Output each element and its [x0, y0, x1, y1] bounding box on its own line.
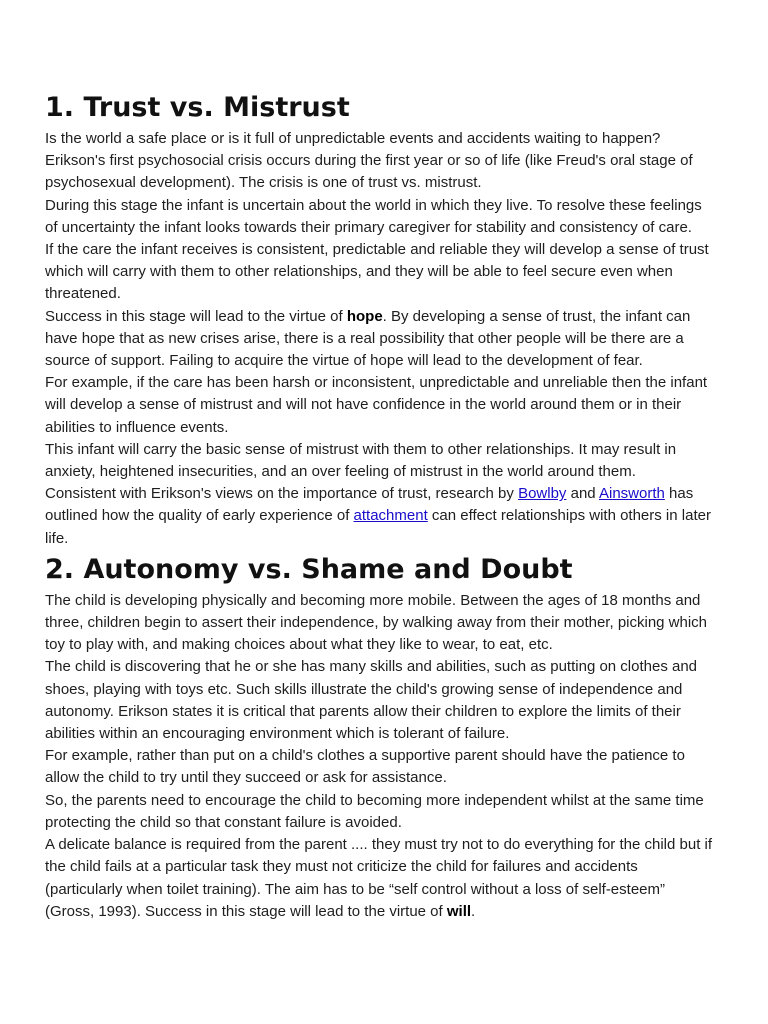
link-bowlby[interactable]: Bowlby — [518, 485, 567, 503]
paragraph-text: . By developing a sense of trust, the infant can have hope that as new crises arise, there is a real possibility that other people will be there are a source of support. Failing to acquire the virtue of hope will lead to the development of fear. — [45, 307, 691, 370]
paragraph-text: has outlined how the quality of early experience of — [45, 485, 694, 525]
paragraph: The child is discovering that he or she has many skills and abilities, such as putting on clothes and shoes, playing with toys etc. Such skills illustrate the child's growing sense of independence and autonomy. Erikson states it is critical that parents allow their children to explore the limits of their abilities within an encouraging environment which is tolerant of failure. — [45, 658, 698, 743]
paragraph — [45, 834, 713, 923]
virtue-will: will — [446, 902, 472, 920]
paragraph: The child is developing physically and becoming more mobile. Between the ages of 18 months and three, children begin to assert their independence, by walking away from their mother, picking which toy to play with, and making choices about what they like to wear, to eat, etc. — [45, 591, 708, 654]
paragraph-text: Success in this stage will lead to the virtue of — [45, 307, 347, 325]
paragraph: During this stage the infant is uncertain about the world in which they live. To resolve these feelings of uncertainty the infant looks towards their primary caregiver for stability and consistency of care. — [45, 196, 702, 236]
paragraph-text: . — [471, 902, 476, 920]
paragraph — [45, 483, 713, 550]
paragraph: For example, if the care has been harsh or inconsistent, unpredictable and unreliable then the infant will develop a sense of mistrust and will not have confidence in the world around them or in their abilities to influence events. — [45, 374, 708, 436]
section-heading-trust: 1. Trust vs. Mistrust — [45, 92, 350, 123]
link-ainsworth[interactable]: Ainsworth — [598, 485, 665, 503]
paragraph: So, the parents need to encourage the child to becoming more independent whilst at the same time protecting the child so that constant failure is avoided. — [45, 791, 704, 831]
paragraph-text: Consistent with Erikson's views on the importance of trust, research by — [45, 485, 519, 503]
paragraph: This infant will carry the basic sense of mistrust with them to other relationships. It may result in anxiety, heightened insecurities, and an over feeling of mistrust in the world around them. — [45, 440, 677, 481]
paragraph: Is the world a safe place or is it full of unpredictable events and accidents waiting to happen? — [45, 130, 661, 147]
virtue-hope: hope — [346, 307, 383, 325]
document-page — [45, 88, 713, 923]
paragraph: Erikson's first psychosocial crisis occurs during the first year or so of life (like Freud's oral stage of psychosexual development). The crisis is one of trust vs. mistrust. — [45, 152, 693, 192]
link-attachment[interactable]: attachment — [353, 507, 428, 525]
paragraph: If the care the infant receives is consistent, predictable and reliable they will develop a sense of trust which will carry with them to other relationships, and they will be able to feel secure even when threatened. — [45, 241, 709, 303]
paragraph — [45, 306, 713, 373]
section-heading-autonomy: 2. Autonomy vs. Shame and Doubt — [45, 553, 573, 585]
paragraph-text: A delicate balance is required from the parent .... they must try not to do everything for the child but if the child fails at a particular task they must not criticize the child for failures and accidents (particularly when toilet training). The aim has to be “self control without a loss of self-esteem” (Gross, 1993). Success in this stage will lead to the virtue of — [45, 836, 713, 920]
paragraph: For example, rather than put on a child's clothes a supportive parent should have the patience to allow the child to try until they succeed or ask for assistance. — [45, 747, 685, 787]
paragraph-text: and — [566, 485, 599, 503]
paragraph-text: can effect relationships with others in later life. — [45, 507, 711, 547]
